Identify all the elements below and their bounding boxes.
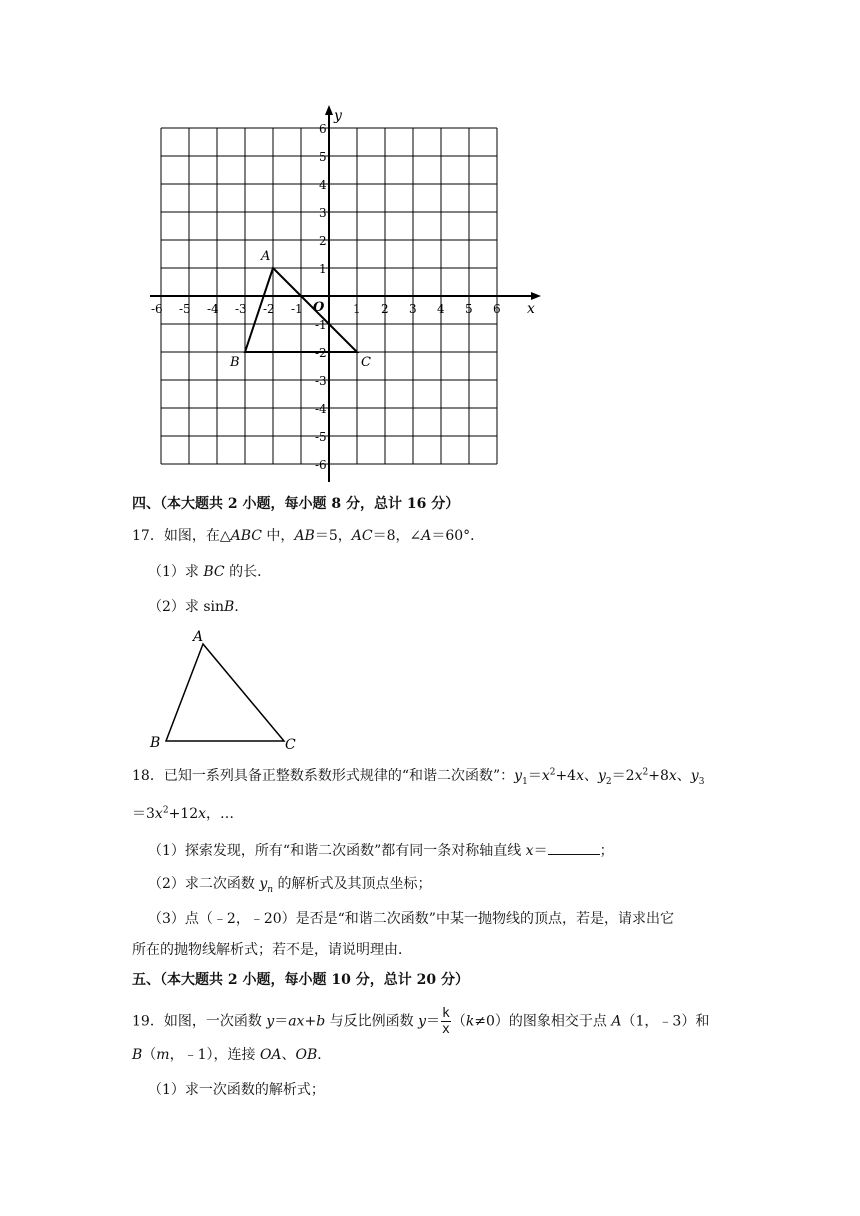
y-tick-label: -6: [315, 458, 327, 472]
x-tick-label: 2: [381, 302, 389, 316]
q19-fraction-numerator: k: [441, 1006, 450, 1021]
q17-triangle: [166, 644, 284, 741]
x-tick-label: 5: [465, 302, 473, 316]
q19-point-a: A: [611, 1013, 622, 1030]
q17-angle-a: A: [421, 528, 432, 544]
q18-text: +8: [648, 768, 669, 784]
q18-part-3-line-1: （3）点（﹣2，﹣20）是否是“和谐二次函数”中某一抛物线的顶点，若是，请求出它: [148, 911, 674, 927]
q19-part-1: （1）求一次函数的解析式；: [148, 1082, 325, 1098]
q17-vertex-b: B: [150, 735, 161, 751]
y-tick-label: 4: [319, 178, 327, 192]
q18-sub: 3: [698, 776, 705, 787]
y-tick-label: -5: [315, 430, 327, 444]
q18-sup: 2: [549, 767, 556, 778]
q19-text: （1，﹣3）和: [621, 1013, 710, 1030]
y-tick-label: 1: [319, 262, 327, 276]
q19-k: k: [465, 1013, 475, 1030]
q18-p2-text: 的解析式及其顶点坐标；: [273, 876, 432, 892]
q18-answer-blank[interactable]: [548, 840, 600, 855]
q19-stem-line-2: [132, 1045, 331, 1065]
q18-p1-text: （1）探索发现，所有“和谐二次函数”都有同一条对称轴直线: [148, 843, 526, 859]
q19-fraction-denominator: x: [441, 1022, 450, 1037]
y-tick-label: 6: [319, 122, 327, 136]
q18-y: y: [259, 876, 268, 892]
q18-sup: 2: [642, 767, 649, 778]
q18-x: x: [525, 843, 534, 859]
q19-text: ．: [317, 1047, 332, 1063]
x-tick-label: -5: [179, 302, 191, 316]
vertex-label-c: C: [361, 355, 371, 370]
q17-ac: AC: [351, 528, 373, 544]
q18-sub: 2: [605, 776, 612, 787]
y-tick-label: 5: [319, 150, 327, 164]
q18-stem-line-1: [132, 766, 704, 786]
q17-vertex-c: C: [285, 737, 296, 753]
q17-p2-text: （2）求 sin: [148, 599, 225, 615]
q18-x: x: [576, 768, 584, 784]
q18-number: 18．: [132, 768, 164, 784]
y-tick-label: -1: [315, 318, 327, 332]
q18-x: x: [668, 768, 677, 784]
y-tick-label: 3: [319, 206, 327, 220]
section-4-title: 四、（本大题共 2 小题，每小题 8 分，总计 16 分）: [132, 496, 460, 512]
q17-p1-text: 的长．: [224, 564, 272, 580]
section-5-title: 五、（本大题共 2 小题，每小题 10 分，总计 20 分）: [132, 972, 469, 988]
q18-x: x: [634, 768, 643, 784]
q17-p2-text: ．: [234, 599, 249, 615]
q19-text: ＝: [425, 1013, 440, 1030]
q19-ax: ax: [288, 1013, 305, 1030]
q17-text: 如图，在△: [163, 528, 231, 544]
q19-text: 、: [281, 1047, 296, 1063]
q17-part-1: [148, 562, 271, 582]
vertex-label-a: A: [261, 249, 271, 264]
q18-sub-n: n: [267, 884, 274, 895]
y-tick-label: -4: [315, 402, 327, 416]
q18-text: 、: [676, 768, 691, 784]
q19-b: b: [316, 1013, 326, 1030]
x-tick-label: 4: [437, 302, 445, 316]
q19-fraction: [441, 1006, 451, 1037]
q18-part-2: [148, 874, 432, 894]
q18-text: 、: [584, 768, 598, 784]
q17-vertex-a: A: [193, 629, 204, 645]
y-tick-label: -3: [315, 374, 327, 388]
q18-x: x: [198, 806, 207, 822]
q18-text: +4: [555, 768, 577, 784]
x-tick-label: 3: [409, 302, 417, 316]
q19-text: +: [304, 1013, 317, 1030]
q19-text: 与反比例函数: [325, 1013, 419, 1030]
q18-sup: 2: [162, 805, 169, 816]
origin-label: O: [313, 300, 325, 315]
q17-p2-b: B: [224, 599, 235, 615]
q18-p1-text: ＝: [533, 843, 548, 859]
q19-m: m: [156, 1047, 170, 1063]
x-axis-arrow-icon: [531, 292, 541, 300]
q17-ab: AB: [294, 528, 315, 544]
q19-ob: OB: [295, 1047, 318, 1063]
q18-part-1: [148, 840, 614, 861]
y-axis-label: y: [334, 108, 342, 124]
q19-text: ，﹣1），连接: [169, 1047, 260, 1063]
q18-stem-line-2: [132, 804, 234, 824]
q18-y: y: [514, 768, 523, 784]
coordinate-grid-figure: [148, 104, 548, 489]
q17-triangle-figure: [140, 625, 310, 753]
q19-y: y: [418, 1013, 426, 1030]
q18-x: x: [541, 768, 550, 784]
y-tick-label: 2: [319, 234, 327, 248]
vertex-label-b: B: [230, 355, 240, 370]
q18-y: y: [690, 768, 699, 784]
q17-number: 17．: [132, 528, 164, 544]
x-tick-label: -3: [235, 302, 247, 316]
x-tick-label: -1: [291, 302, 303, 316]
q18-text: ＝: [527, 768, 542, 784]
q18-text: 已知一系列具备正整数系数形式规律的“和谐二次函数”：: [163, 768, 515, 784]
q19-text: （: [451, 1013, 466, 1030]
q17-part-2: [148, 597, 248, 617]
q17-text: 中，: [261, 528, 295, 544]
q17-stem: [132, 526, 484, 546]
x-axis-label: x: [527, 301, 535, 317]
q18-p2-text: （2）求二次函数: [148, 876, 260, 892]
q17-text: ＝5，: [314, 528, 352, 544]
q19-number: 19．: [132, 1013, 164, 1030]
q19-oa: OA: [259, 1047, 282, 1063]
q17-text: ＝8，∠: [372, 528, 422, 544]
q18-y: y: [598, 768, 606, 784]
q19-y: y: [266, 1013, 275, 1030]
q18-text: ，…: [206, 806, 235, 822]
q18-p1-text: ；: [599, 843, 614, 859]
q17-p1-text: （1）求: [148, 564, 204, 580]
q18-x: x: [154, 806, 163, 822]
q18-text: ＝2: [611, 768, 635, 784]
y-tick-label: -2: [315, 346, 327, 360]
q19-text: ＝: [274, 1013, 289, 1030]
x-tick-label: -4: [207, 302, 219, 316]
x-tick-label: -2: [263, 302, 275, 316]
q17-triangle-name: ABC: [230, 528, 262, 544]
q18-sub: 1: [522, 776, 528, 787]
q18-part-3-line-2: 所在的抛物线解析式；若不是，请说明理由．: [132, 942, 412, 958]
x-tick-label: 6: [493, 302, 501, 316]
q19-text: ≠0）的图象相交于点: [474, 1013, 612, 1030]
q18-text: ＝3: [132, 806, 155, 822]
q19-point-b: B: [132, 1047, 143, 1063]
x-tick-label: -6: [151, 302, 163, 316]
x-tick-label: 1: [353, 302, 361, 316]
q19-text: 如图，一次函数: [163, 1013, 267, 1030]
q17-text: ＝60°．: [431, 528, 485, 544]
y-axis-arrow-icon: [325, 105, 333, 115]
q18-text: +12: [168, 806, 199, 822]
q19-text: （: [142, 1047, 157, 1063]
q17-p1-bc: BC: [203, 564, 225, 580]
q19-stem-line-1: [132, 1006, 709, 1037]
